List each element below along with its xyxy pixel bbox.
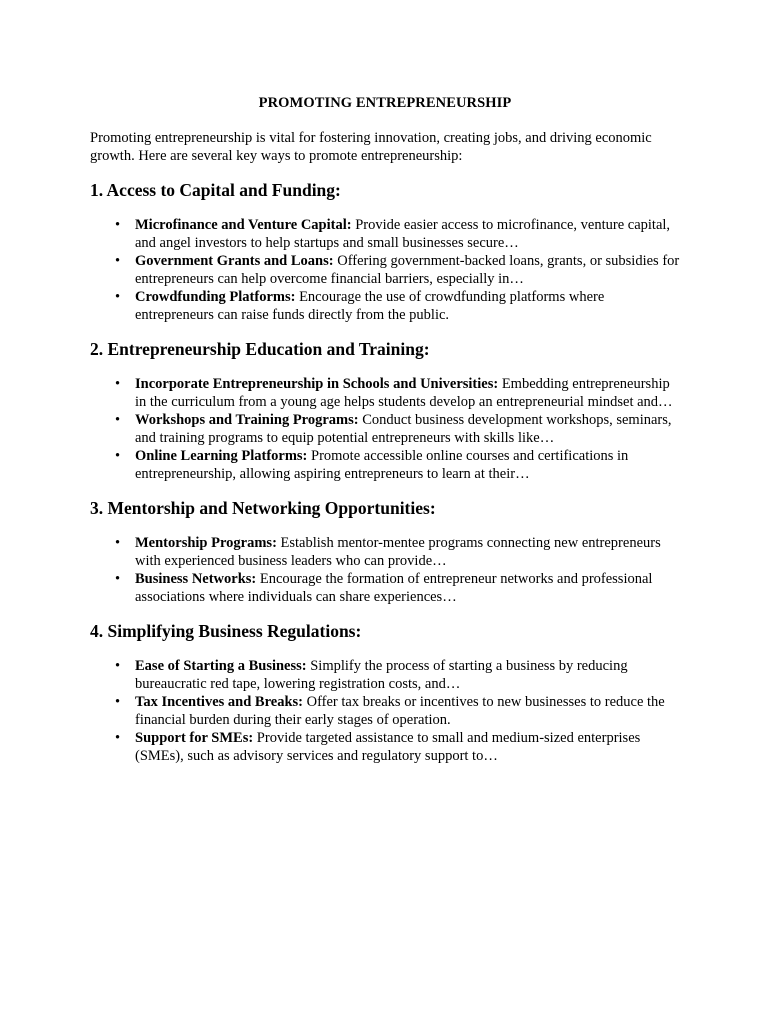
bullet-icon: • <box>115 730 121 746</box>
bullet-icon: • <box>115 694 121 710</box>
list-item <box>90 534 680 570</box>
bullet-icon: • <box>115 571 121 587</box>
list-item <box>90 411 680 447</box>
item-term: Incorporate Entrepreneurship in Schools and Universities: <box>135 376 499 392</box>
item-term: Microfinance and Venture Capital: <box>135 217 352 233</box>
item-term: Business Networks: <box>135 571 257 587</box>
document-page <box>90 94 680 779</box>
item-text: Offering government-backed loans, grants, or subsidies for entrepreneurs can help overcome financial barriers, especially in… <box>135 253 680 287</box>
section-heading-education-training: 2. Entrepreneurship Education and Training: <box>90 339 430 359</box>
item-text: Conduct business development workshops, seminars, and training programs to equip potential entrepreneurs with skills like… <box>135 412 672 446</box>
item-text: Establish mentor-mentee programs connecting new entrepreneurs with experienced business leaders who can provide… <box>135 535 661 569</box>
item-term: Mentorship Programs: <box>135 535 277 551</box>
item-term: Online Learning Platforms: <box>135 448 308 464</box>
bullet-icon: • <box>115 289 121 305</box>
bullet-icon: • <box>115 448 121 464</box>
document-title: PROMOTING ENTREPRENEURSHIP <box>258 95 512 111</box>
bullet-icon: • <box>115 217 121 233</box>
section-list-mentorship-networking <box>90 534 680 606</box>
list-item <box>90 729 680 765</box>
bullet-icon: • <box>115 535 121 551</box>
list-item <box>90 288 680 324</box>
item-term: Ease of Starting a Business: <box>135 658 307 674</box>
section-heading-business-regulations: 4. Simplifying Business Regulations: <box>90 621 362 641</box>
bullet-icon: • <box>115 376 121 392</box>
item-term: Crowdfunding Platforms: <box>135 289 296 305</box>
item-text: Promote accessible online courses and certifications in entrepreneurship, allowing aspiring entrepreneurs to learn at their… <box>135 448 629 482</box>
section-list-education-training <box>90 375 680 483</box>
item-term: Support for SMEs: <box>135 730 254 746</box>
list-item <box>90 657 680 693</box>
list-item <box>90 216 680 252</box>
item-text: Provide easier access to microfinance, venture capital, and angel investors to help startups and small businesses secure… <box>135 217 671 251</box>
list-item <box>90 570 680 606</box>
bullet-icon: • <box>115 412 121 428</box>
item-term: Government Grants and Loans: <box>135 253 334 269</box>
section-heading-mentorship-networking: 3. Mentorship and Networking Opportunities: <box>90 498 436 518</box>
item-text: Offer tax breaks or incentives to new businesses to reduce the financial burden during their early stages of operation. <box>135 694 665 728</box>
item-term: Tax Incentives and Breaks: <box>135 694 303 710</box>
list-item <box>90 375 680 411</box>
item-text: Embedding entrepreneurship in the curriculum from a young age helps students develop an entrepreneurial mindset and… <box>135 376 673 410</box>
list-item <box>90 447 680 483</box>
item-text: Provide targeted assistance to small and medium-sized enterprises (SMEs), such as advisory services and regulatory support to… <box>135 730 641 764</box>
intro-paragraph: Promoting entrepreneurship is vital for fostering innovation, creating jobs, and driving economic growth. Here are several key ways to promote entrepreneurship: <box>90 130 652 164</box>
section-list-business-regulations <box>90 657 680 765</box>
bullet-icon: • <box>115 658 121 674</box>
list-item <box>90 252 680 288</box>
item-text: Encourage the formation of entrepreneur networks and professional associations where individuals can share experiences… <box>135 571 653 605</box>
list-item <box>90 693 680 729</box>
item-term: Workshops and Training Programs: <box>135 412 359 428</box>
bullet-icon: • <box>115 253 121 269</box>
section-heading-capital-funding: 1. Access to Capital and Funding: <box>90 180 341 200</box>
section-list-capital-funding <box>90 216 680 324</box>
item-text: Encourage the use of crowdfunding platforms where entrepreneurs can raise funds directly from the public. <box>135 289 605 323</box>
item-text: Simplify the process of starting a business by reducing bureaucratic red tape, lowering registration costs, and… <box>135 658 628 692</box>
